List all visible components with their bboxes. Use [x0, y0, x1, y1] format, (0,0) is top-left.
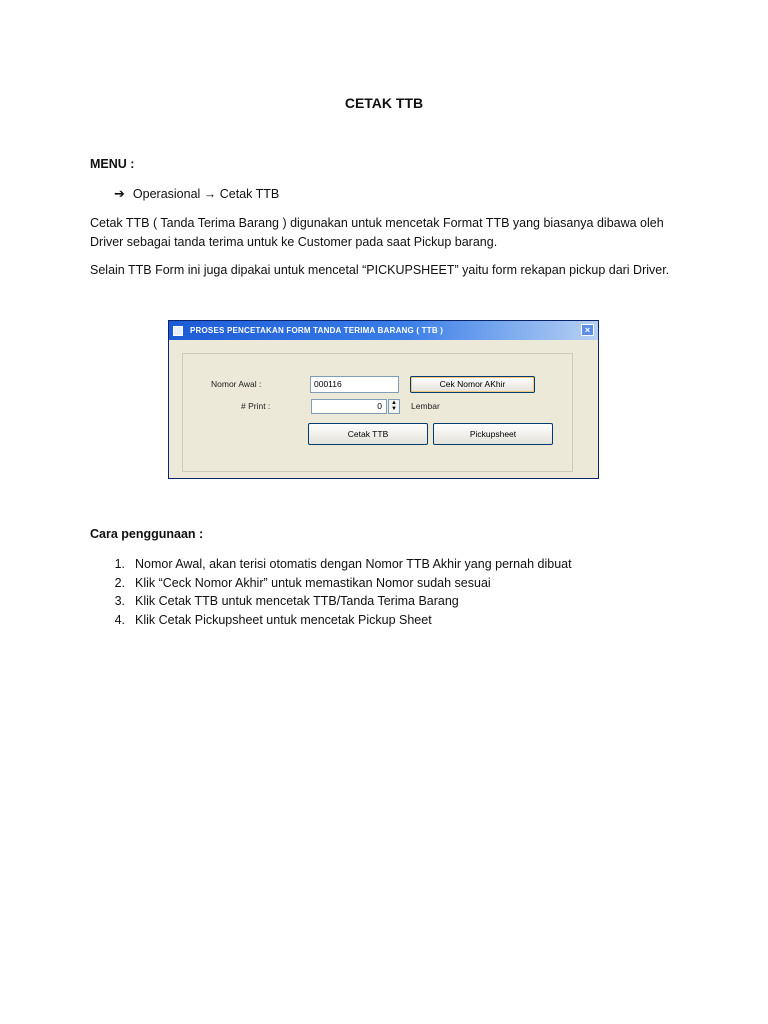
- pickupsheet-paragraph: Selain TTB Form ini juga dipakai untuk mencetal “PICKUPSHEET” yaitu form rekapan pickup dari Driver.: [90, 263, 670, 277]
- menu-path-text: Operasional → Cetak TTB: [132, 187, 280, 201]
- step-text: Klik Cetak Pickupsheet untuk mencetak Pickup Sheet: [135, 612, 432, 627]
- spinner-down-icon[interactable]: ▼: [391, 406, 397, 412]
- close-icon[interactable]: ×: [581, 324, 594, 336]
- description-paragraph: Cetak TTB ( Tanda Terima Barang ) digunakan untuk mencetak Format TTB yang biasanya dibawa oleh Driver sebagai tanda terima untuk ke Customer pada saat Pickup barang.: [90, 216, 664, 249]
- spinner-up-icon[interactable]: ▲: [391, 400, 397, 406]
- nomor-awal-label: Nomor Awal :: [211, 379, 262, 389]
- menu-path: [114, 186, 279, 202]
- step-number: 4.: [114, 612, 125, 627]
- step-number: 3.: [114, 594, 125, 608]
- menu-label: MENU :: [90, 157, 135, 171]
- list-item: [90, 574, 572, 593]
- list-item: [90, 611, 572, 630]
- usage-steps-list: [90, 555, 572, 629]
- cek-nomor-akhir-button[interactable]: Cek Nomor AKhir: [410, 376, 535, 393]
- print-count-label: # Print :: [241, 401, 271, 411]
- lembar-label: Lembar: [411, 401, 440, 411]
- page-title: CETAK TTB: [344, 95, 424, 111]
- cetak-ttb-button[interactable]: Cetak TTB: [308, 423, 428, 445]
- app-icon: [173, 326, 183, 336]
- list-item: [90, 555, 572, 574]
- pickupsheet-button[interactable]: Pickupsheet: [433, 423, 553, 445]
- ttb-print-dialog: [168, 320, 599, 479]
- step-text: Klik Cetak TTB untuk mencetak TTB/Tanda Terima Barang: [135, 594, 459, 608]
- dialog-titlebar[interactable]: [169, 321, 598, 340]
- step-text: Nomor Awal, akan terisi otomatis dengan Nomor TTB Akhir yang pernah dibuat: [135, 557, 572, 571]
- step-number: 2.: [114, 575, 125, 590]
- nomor-awal-input[interactable]: 000116: [310, 376, 399, 393]
- spinner-arrows-icon[interactable]: [388, 399, 400, 414]
- dialog-title: PROSES PENCETAKAN FORM TANDA TERIMA BARANG ( TTB ): [190, 326, 444, 335]
- arrow-right-icon: ➔: [114, 186, 125, 201]
- print-count-input[interactable]: 0: [311, 399, 387, 414]
- step-text: Klik “Ceck Nomor Akhir” untuk memastikan Nomor sudah sesuai: [135, 575, 491, 590]
- step-number: 1.: [114, 557, 125, 571]
- usage-heading: Cara penggunaan :: [90, 527, 204, 541]
- list-item: [90, 592, 572, 611]
